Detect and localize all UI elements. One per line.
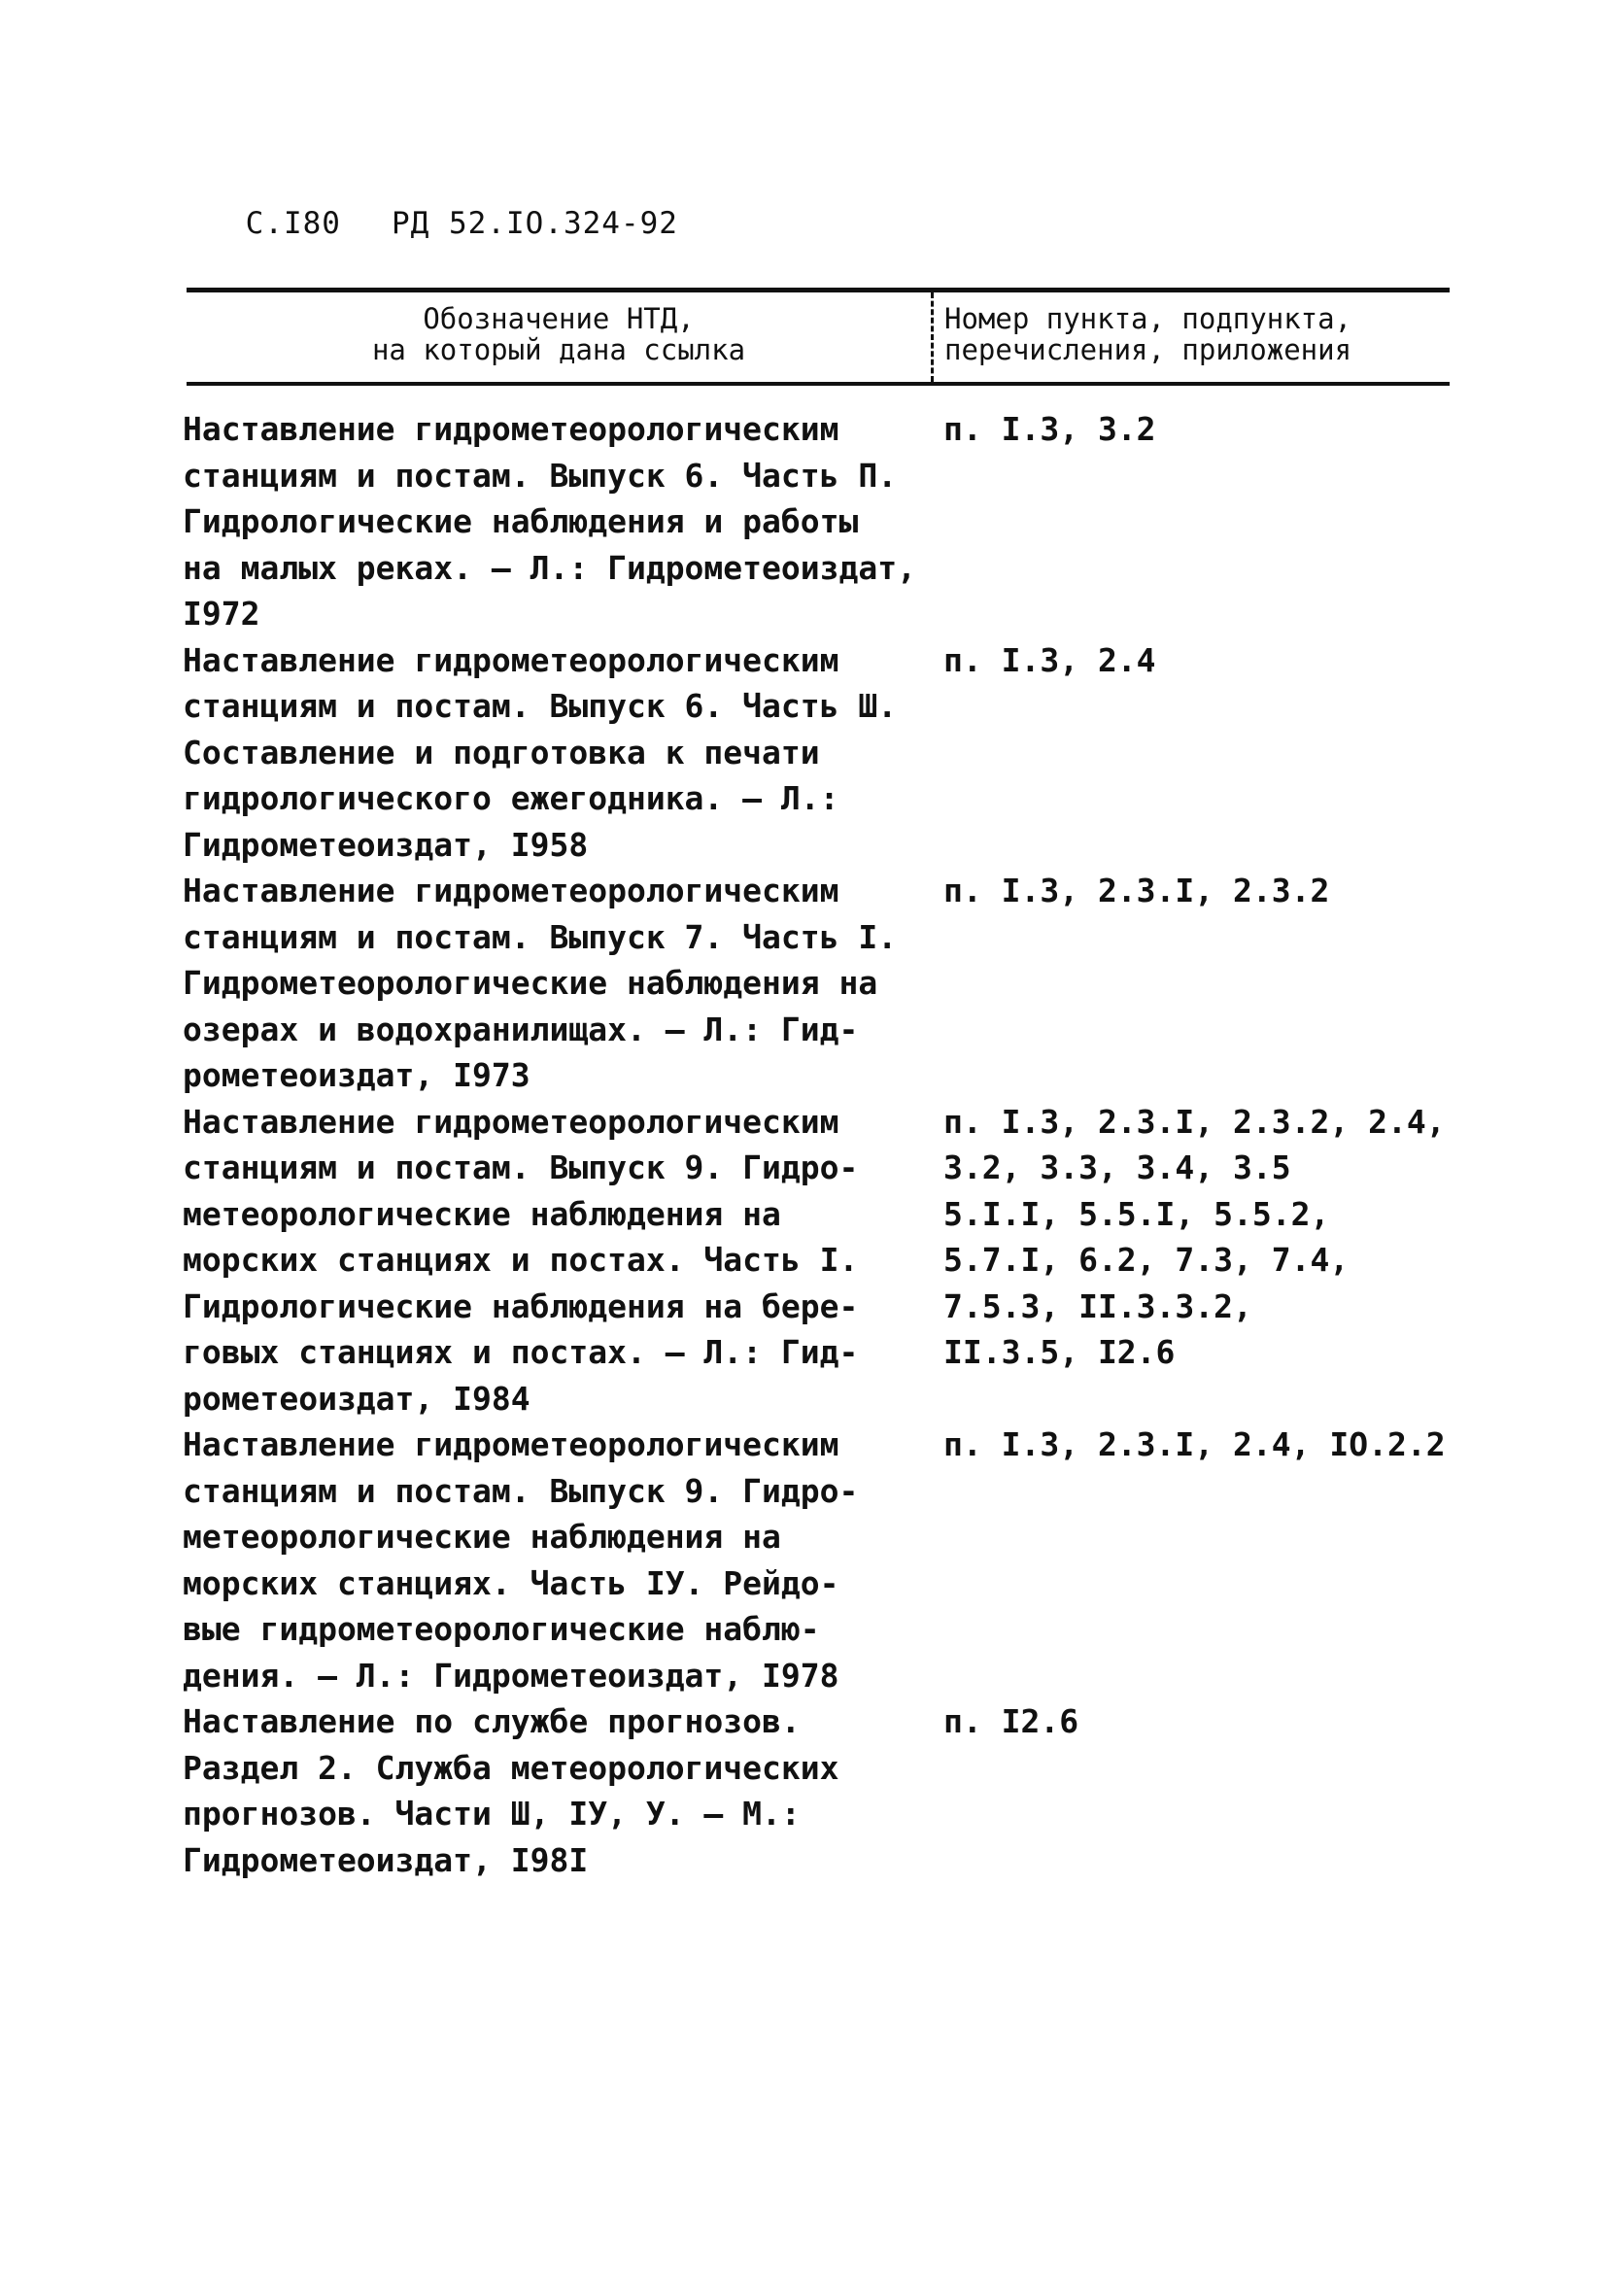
document-reference-cell: Наставление гидрометеорологическим станциям и постам. Выпуск 9. Гидро- метеорологические наблюдения на морских станциях. Часть IУ. Рейдо- вые гидрометеорологические наблю- дения. – Л.: Гидрометеоиздат, I978 <box>183 1425 859 1695</box>
document-reference-cell: Наставление по службе прогнозов. Раздел 2. Служба метеорологических прогнозов. Части Ш, IУ, У. – М.: Гидрометеоиздат, I98I <box>183 1702 839 1879</box>
page-number: С.I80 <box>245 206 341 241</box>
table-row <box>183 868 1465 1099</box>
column-header-separator <box>931 292 934 382</box>
clause-numbers-cell: п. I.3, 3.2 <box>943 410 1156 448</box>
document-reference-cell: Наставление гидрометеорологическим станциям и постам. Выпуск 6. Часть П. Гидрологические наблюдения и работы на малых реках. – Л.: Гидрометеоиздат, I972 <box>183 410 916 633</box>
table-row <box>183 1698 1465 1883</box>
document-reference-cell: Наставление гидрометеорологическим станциям и постам. Выпуск 9. Гидро- метеорологические наблюдения на морских станциях и постах. Часть I. Гидрологические наблюдения на бере- говых станциях и постах. – Л.: Гид- рометеоиздат, I984 <box>183 1102 859 1418</box>
document-code: РД 52.IO.324-92 <box>391 206 678 241</box>
table-top-rule <box>187 288 1450 292</box>
page-header <box>169 171 678 276</box>
clause-numbers-cell: п. I.3, 2.3.I, 2.4, IO.2.2 <box>943 1425 1446 1463</box>
column-header-reference: Номер пункта, подпункта, перечисления, приложения <box>944 302 1352 366</box>
clause-numbers-cell: п. I.3, 2.4 <box>943 640 1156 679</box>
clause-numbers-cell: п. I2.6 <box>943 1702 1079 1740</box>
table-row <box>183 1422 1465 1698</box>
table-row <box>183 1099 1465 1422</box>
clause-numbers-cell: п. I.3, 2.3.I, 2.3.2 <box>943 872 1330 909</box>
table-row <box>183 637 1465 869</box>
table-body <box>183 406 1465 1883</box>
table-header-rule <box>187 382 1450 386</box>
column-header-document: Обозначение НТД, на который дана ссылка <box>371 302 746 366</box>
document-reference-cell: Наставление гидрометеорологическим станциям и постам. Выпуск 6. Часть Ш. Составление и подготовка к печати гидрологического ежегодника. – Л.: Гидрометеоиздат, I958 <box>183 640 898 864</box>
clause-numbers-cell: п. I.3, 2.3.I, 2.3.2, 2.4, 3.2, 3.3, 3.4, 3.5 5.I.I, 5.5.I, 5.5.2, 5.7.I, 6.2, 7.3, 7.4, 7.5.3, II.3.3.2, II.3.5, I2.6 <box>943 1102 1446 1371</box>
table-row <box>183 406 1465 637</box>
document-reference-cell: Наставление гидрометеорологическим станциям и постам. Выпуск 7. Часть I. Гидрометеорологические наблюдения на озерах и водохранилищах. – Л.: Гид- рометеоиздат, I973 <box>183 872 898 1094</box>
